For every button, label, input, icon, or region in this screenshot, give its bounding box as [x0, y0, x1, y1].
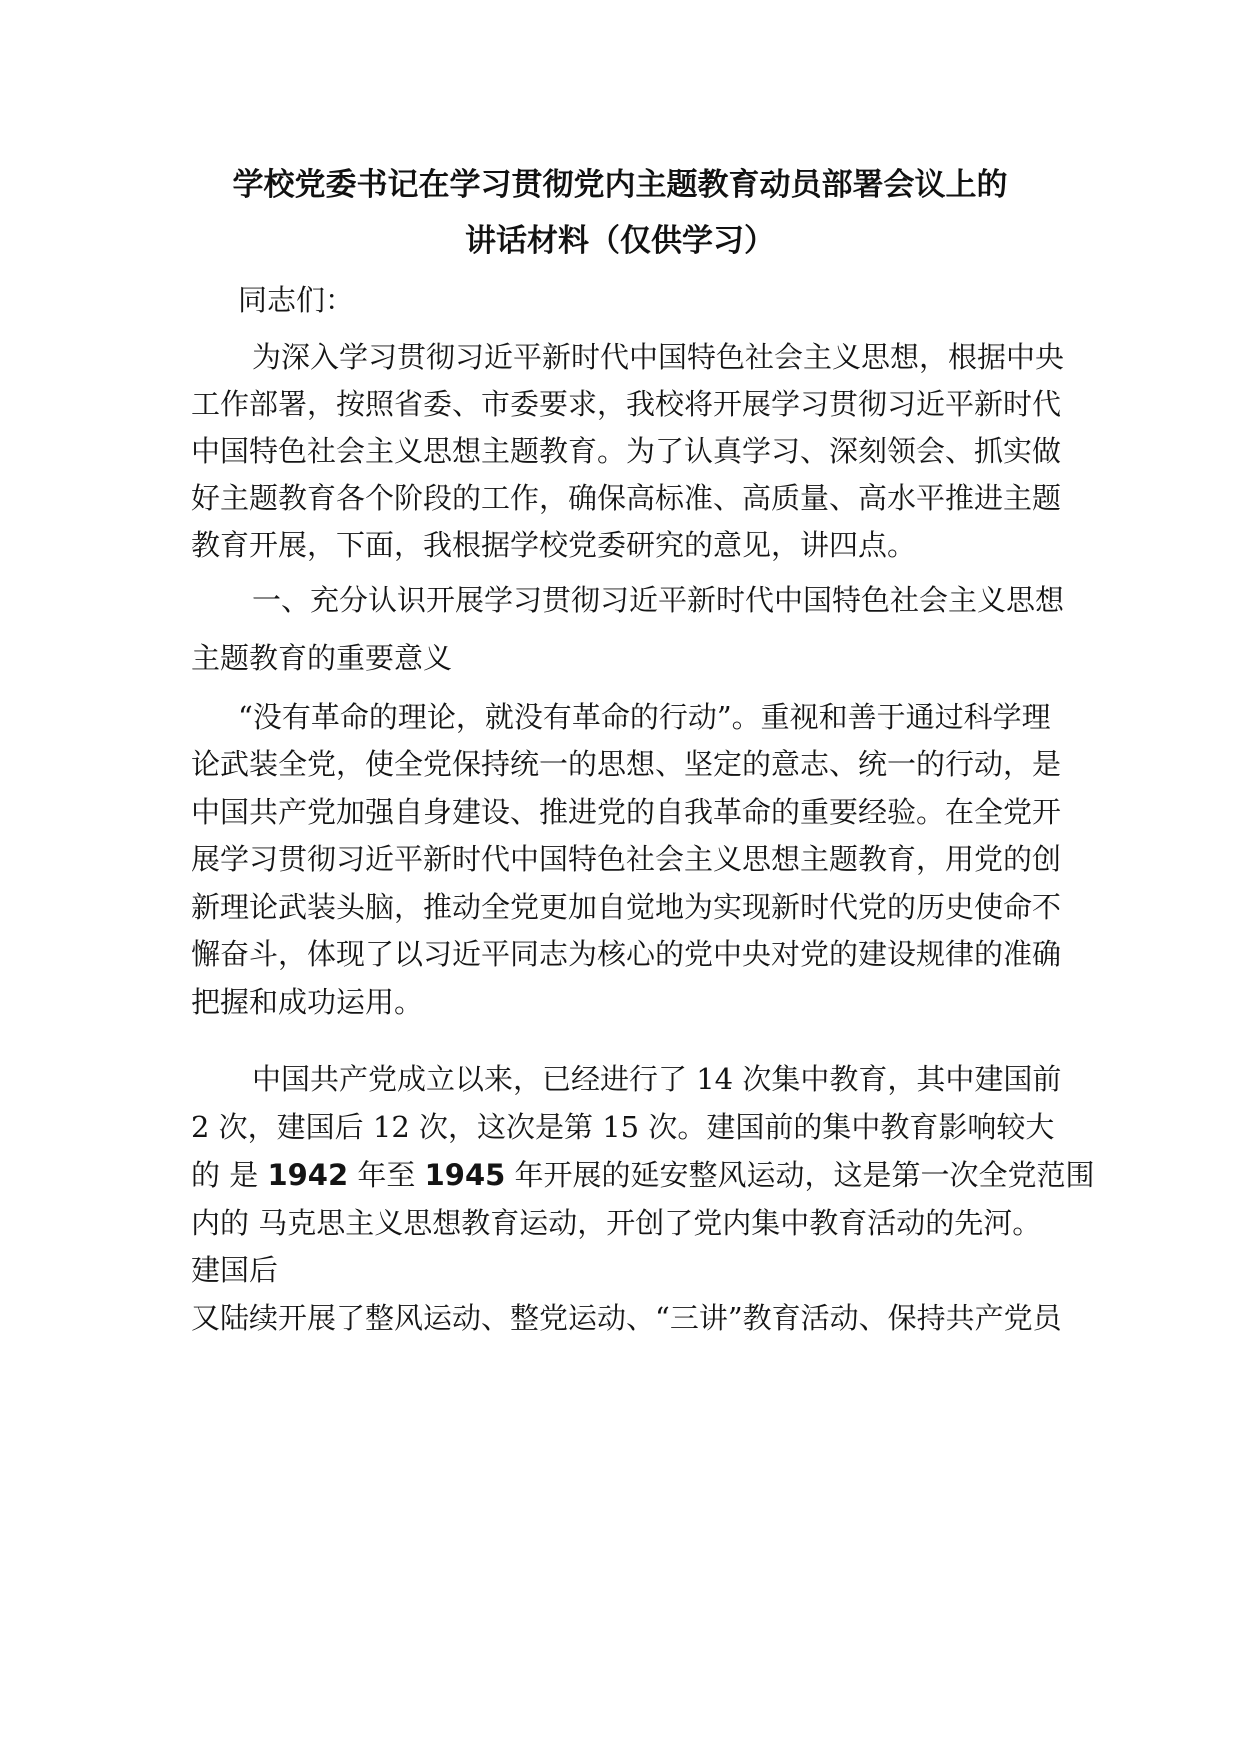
salutation: 同志们： [238, 283, 355, 317]
paragraph-2-line: “没有革命的理论，就没有革命的行动”。重视和善于通过科学理 [238, 700, 1051, 734]
paragraph-3-line [191, 1155, 1095, 1195]
section-heading-1-line: 主题教育的重要意义 [191, 641, 453, 675]
paragraph-3-line: 内的 马克思主义思想教育运动，开创了党内集中教育活动的先河。 [191, 1206, 1042, 1240]
year-1942: 1942 [267, 1158, 349, 1192]
paragraph-1-line: 教育开展，下面，我根据学校党委研究的意见，讲四点。 [191, 528, 917, 562]
paragraph-3-line: 又陆续开展了整风运动、整党运动、“三讲”教育活动、保持共产党员 [191, 1301, 1062, 1335]
paragraph-3-text: 年开展的延安整风运动，这是第一次全党范围 [514, 1158, 1095, 1192]
section-heading-1-line: 一、充分认识开展学习贯彻习近平新时代中国特色社会主义思想 [252, 583, 1065, 617]
paragraph-3-text: 的 是 [191, 1158, 259, 1192]
paragraph-2-line: 论武装全党，使全党保持统一的思想、坚定的意志、统一的行动，是 [191, 747, 1062, 781]
year-1945: 1945 [424, 1158, 506, 1192]
paragraph-1-line: 好主题教育各个阶段的工作，确保高标准、高质量、高水平推进主题 [191, 481, 1062, 515]
paragraph-3-line: 中国共产党成立以来，已经进行了 14 次集中教育，其中建国前 [252, 1062, 1062, 1096]
paragraph-2-line: 中国共产党加强自身建设、推进党的自我革命的重要经验。在全党开 [191, 795, 1062, 829]
paragraph-2-line: 展学习贯彻习近平新时代中国特色社会主义思想主题教育，用党的创 [191, 842, 1062, 876]
paragraph-2-line: 懈奋斗，体现了以习近平同志为核心的党中央对党的建设规律的准确 [191, 937, 1062, 971]
paragraph-2-line: 把握和成功运用。 [191, 985, 424, 1019]
paragraph-2-line: 新理论武装头脑，推动全党更加自觉地为实现新时代党的历史使命不 [191, 890, 1062, 924]
paragraph-1-line: 工作部署，按照省委、市委要求，我校将开展学习贯彻习近平新时代 [191, 387, 1062, 421]
paragraph-3-text: 年至 [357, 1158, 416, 1192]
paragraph-1-line: 为深入学习贯彻习近平新时代中国特色社会主义思想，根据中央 [252, 340, 1065, 374]
paragraph-3-line: 建国后 [191, 1253, 279, 1287]
paragraph-3-line: 2 次，建国后 12 次，这次是第 15 次。建国前的集中教育影响较大 [191, 1110, 1055, 1144]
paragraph-1-line: 中国特色社会主义思想主题教育。为了认真学习、深刻领会、抓实做 [191, 434, 1062, 468]
document-title-line-2: 讲话材料（仅供学习） [465, 223, 775, 259]
document-title-line-1: 学校党委书记在学习贯彻党内主题教育动员部署会议上的 [232, 167, 1008, 203]
